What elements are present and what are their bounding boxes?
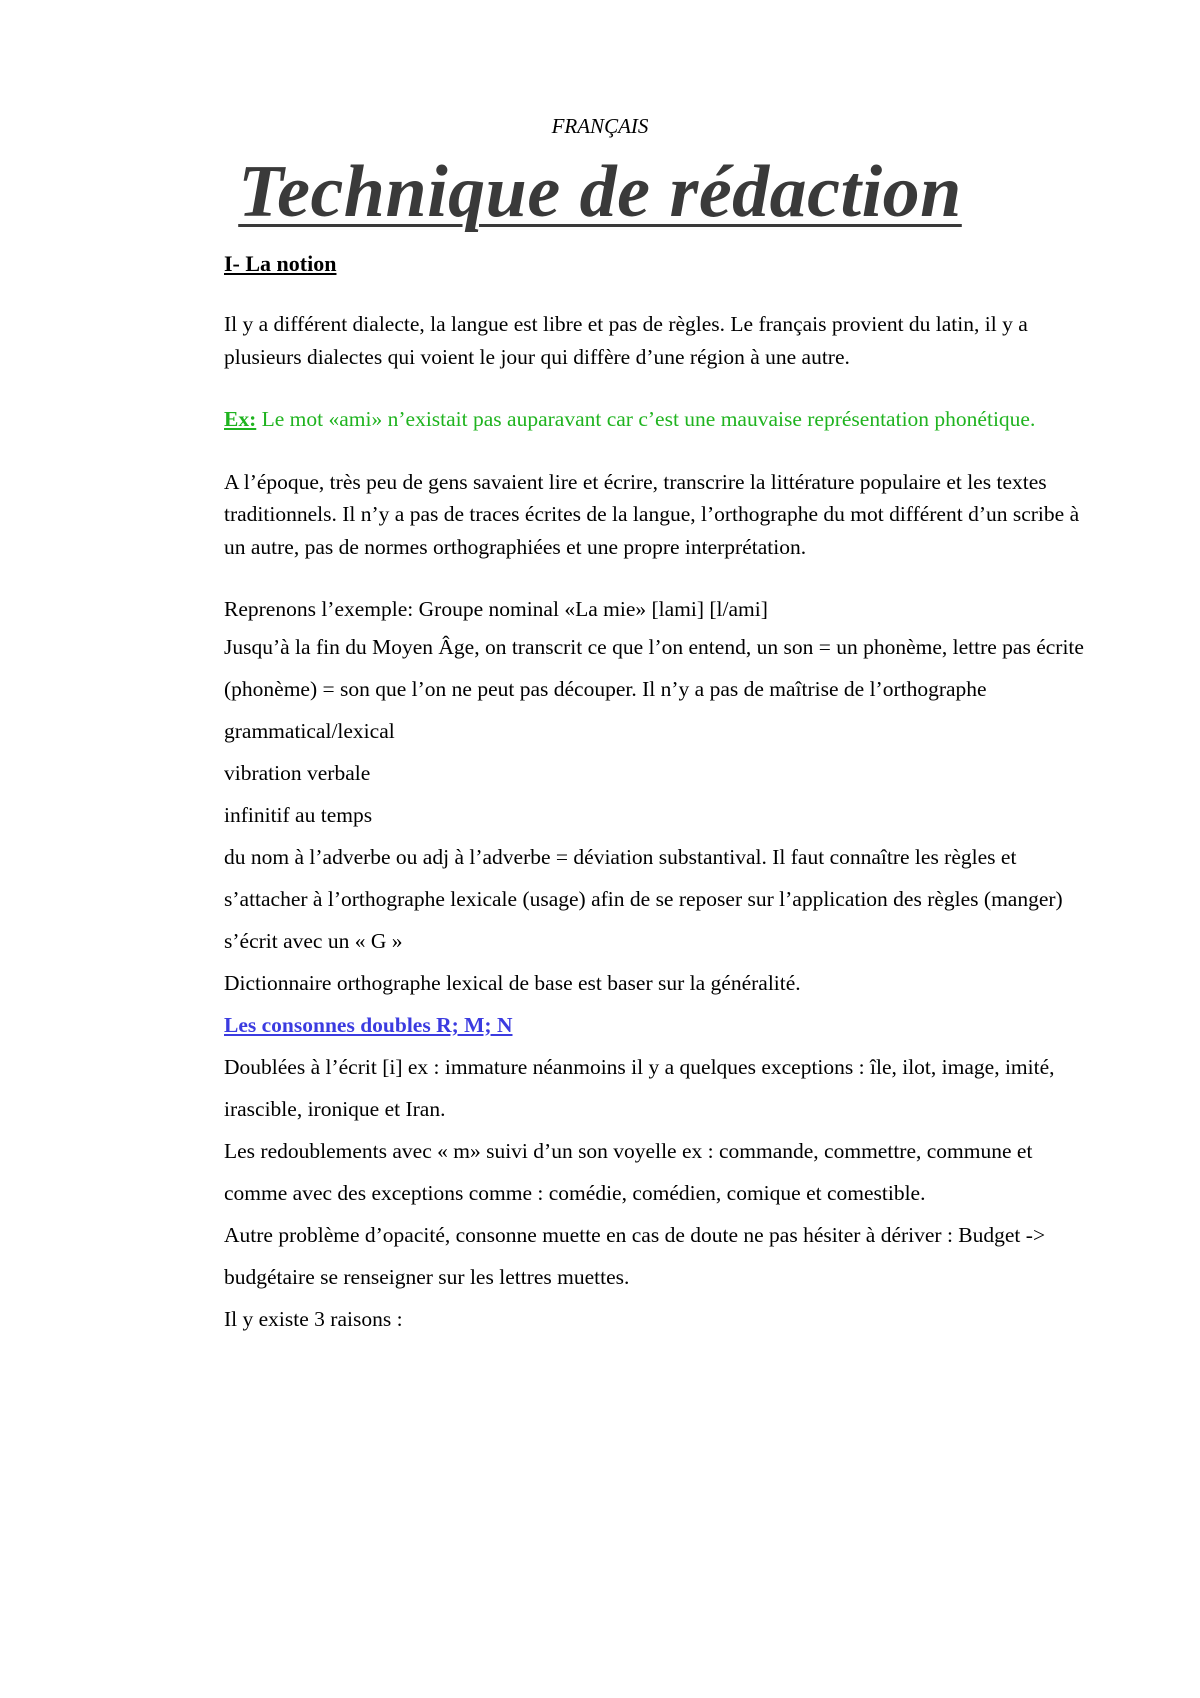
section-heading: I- La notion — [224, 251, 337, 276]
document-title: Technique de rédaction — [238, 151, 962, 233]
line-vibration: vibration verbale — [224, 760, 371, 785]
paragraph-moyen-age: Jusqu’à la fin du Moyen Âge, on transcrit ce que l’on entend, un son = un phonème, lettre pas écrite (phonème) = son que l’on ne peut pas découper. Il n’y a pas de maîtrise de l’orthographe grammatical/lexical — [224, 634, 1084, 743]
consonnes-doubles-heading: Les consonnes doubles R; M; N — [224, 1012, 513, 1037]
paragraph-redoublements: Les redoublements avec « m» suivi d’un son voyelle ex : commande, commettre, commune et comme avec des exceptions comme : comédie, comédien, comique et comestible. — [224, 1138, 1033, 1205]
example-label: Ex: — [224, 407, 257, 431]
paragraph-doublees: Doublées à l’écrit [i] ex : immature néanmoins il y a quelques exceptions : île, ilot, image, imité, irascible, ironique et Iran. — [224, 1054, 1055, 1121]
paragraph-epoque: A l’époque, très peu de gens savaient lire et écrire, transcrire la littérature populaire et les textes traditionnels. Il n’y a pas de traces écrites de la langue, l’orthographe du mot différent d’un scribe à un autre, pas de normes orthographiées et une propre interprétation. — [224, 469, 1080, 559]
paragraph-exemple: Reprenons l’exemple: Groupe nominal «La mie» [lami] [l/ami] — [224, 597, 768, 621]
line-infinitif: infinitif au temps — [224, 802, 373, 827]
document-body — [224, 248, 1094, 1340]
example-text: Le mot «ami» n’existait pas auparavant car c’est une mauvaise représentation phonétique. — [256, 407, 1036, 431]
line-dictionnaire: Dictionnaire orthographe lexical de base est baser sur la généralité. — [224, 970, 801, 995]
paragraph-dialectes: Il y a différent dialecte, la langue est libre et pas de règles. Le français provient du latin, il y a plusieurs dialectes qui voient le jour qui diffère d’une région à une autre. — [224, 312, 1028, 369]
line-raisons: Il y existe 3 raisons : — [224, 1306, 403, 1331]
example-paragraph — [224, 403, 1094, 436]
paragraph-opacite: Autre problème d’opacité, consonne muette en cas de doute ne pas hésiter à dériver : Budget -> budgétaire se renseigner sur les lettres muettes. — [224, 1222, 1046, 1289]
paragraph-adverbe: du nom à l’adverbe ou adj à l’adverbe = déviation substantival. Il faut connaître les règles et s’attacher à l’orthographe lexicale (usage) afin de se reposer sur l’application des règles (manger) s’écrit avec un « G » — [224, 844, 1063, 953]
header-label: FRANÇAIS — [551, 114, 649, 138]
